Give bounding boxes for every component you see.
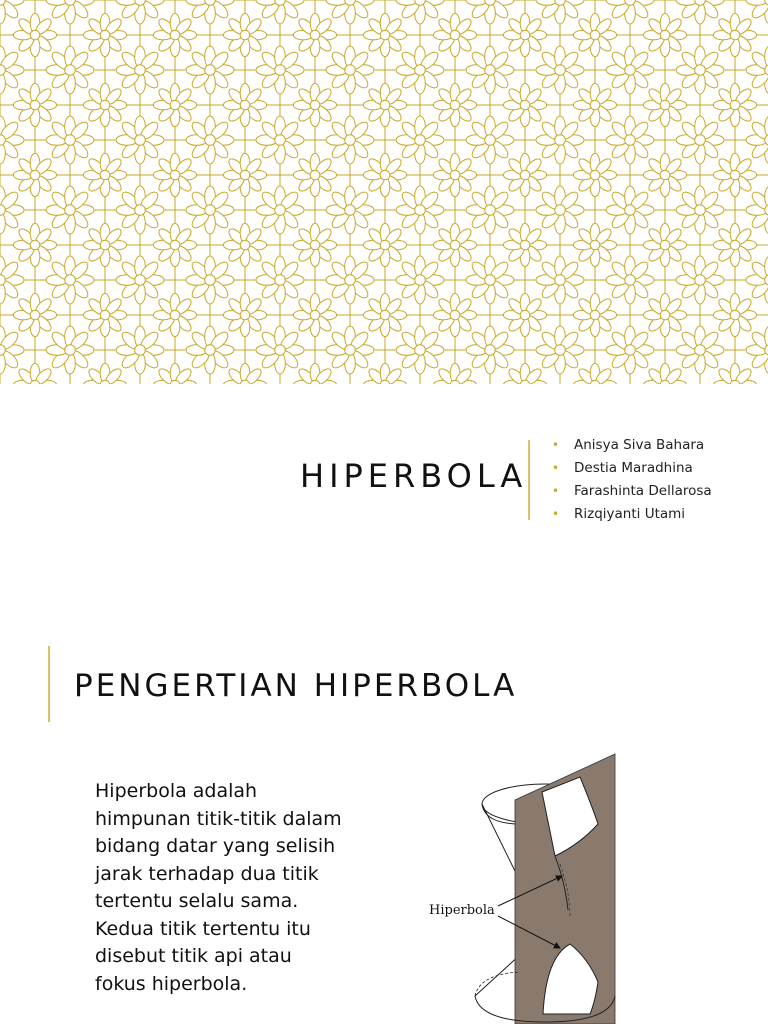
hidden-edge [475, 972, 520, 996]
author-list [548, 434, 712, 526]
figure-label: Hiperbola [429, 903, 495, 918]
author-item [548, 480, 712, 503]
definition-paragraph: Hiperbola adalah himpunan titik-titik dalam bidang datar yang selisih jarak terhadap dua titik tertentu selalu sama. Kedua titik tertentu itu disebut titik api atau fokus hiperbola. [95, 780, 342, 995]
author-item [548, 457, 712, 480]
bullet-icon: • [552, 507, 560, 521]
author-name: Farashinta Dellarosa [574, 483, 712, 499]
title-divider-line [528, 440, 530, 520]
author-item [548, 503, 712, 526]
decorative-pattern [0, 0, 768, 384]
author-name: Anisya Siva Bahara [574, 437, 705, 453]
title-slide-title: HIPERBOLA [300, 457, 528, 495]
author-item [548, 434, 712, 457]
bullet-icon: • [552, 484, 560, 498]
floral-pattern-graphic [0, 0, 768, 384]
bullet-icon: • [552, 438, 560, 452]
section-accent-line [48, 646, 50, 722]
section-title: PENGERTIAN HIPERBOLA [74, 668, 518, 704]
author-name: Rizqiyanti Utami [574, 506, 686, 522]
bullet-icon: • [552, 461, 560, 475]
double-cone-figure [420, 752, 620, 1024]
author-name: Destia Maradhina [574, 460, 693, 476]
